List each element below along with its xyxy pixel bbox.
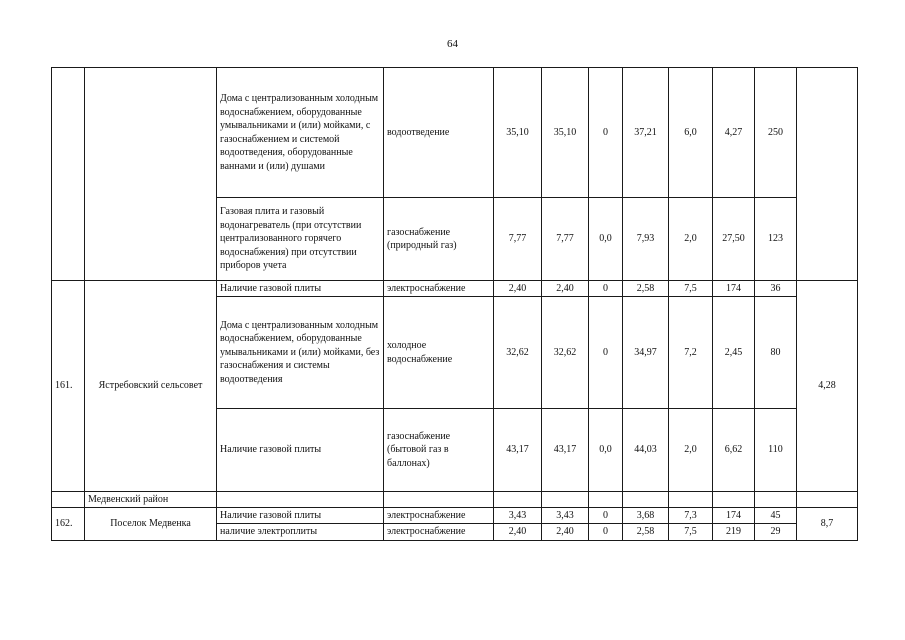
value-cell: 110 <box>755 409 797 492</box>
description-cell: Наличие газовой плиты <box>217 508 384 524</box>
service-cell: электроснабжение <box>384 281 494 297</box>
value-cell: 2,58 <box>623 281 669 297</box>
value-cell: 3,43 <box>494 508 542 524</box>
value-cell <box>669 492 713 508</box>
value-cell: 7,5 <box>669 281 713 297</box>
value-cell: 37,21 <box>623 68 669 198</box>
value-cell: 250 <box>755 68 797 198</box>
district-name: Медвенский район <box>85 492 217 508</box>
table-row <box>52 68 858 198</box>
value-cell: 0 <box>589 524 623 541</box>
value-cell: 2,58 <box>623 524 669 541</box>
entry-number: 161. <box>52 281 85 492</box>
service-cell: водоотведение <box>384 68 494 198</box>
value-cell <box>542 492 589 508</box>
value-cell: 32,62 <box>494 297 542 409</box>
service-cell: газоснабжение (бытовой газ в баллонах) <box>384 409 494 492</box>
value-cell: 3,43 <box>542 508 589 524</box>
total-cell <box>797 492 858 508</box>
value-cell: 7,5 <box>669 524 713 541</box>
value-cell: 0 <box>589 508 623 524</box>
table-row <box>52 508 858 524</box>
description-cell: Наличие газовой плиты <box>217 409 384 492</box>
value-cell: 174 <box>713 281 755 297</box>
value-cell <box>755 492 797 508</box>
value-cell: 219 <box>713 524 755 541</box>
description-cell: наличие электроплиты <box>217 524 384 541</box>
value-cell <box>623 492 669 508</box>
total-cell: 4,28 <box>797 281 858 492</box>
service-cell: холодное водоснабжение <box>384 297 494 409</box>
value-cell: 0,0 <box>589 409 623 492</box>
value-cell: 0,0 <box>589 198 623 281</box>
service-cell: газоснабжение (природный газ) <box>384 198 494 281</box>
value-cell: 43,17 <box>494 409 542 492</box>
value-cell: 6,62 <box>713 409 755 492</box>
value-cell: 7,77 <box>494 198 542 281</box>
value-cell: 0 <box>589 68 623 198</box>
value-cell: 7,93 <box>623 198 669 281</box>
location-cell <box>85 68 217 281</box>
number-cell <box>52 68 85 281</box>
value-cell: 7,2 <box>669 297 713 409</box>
value-cell: 2,40 <box>494 281 542 297</box>
value-cell: 7,3 <box>669 508 713 524</box>
value-cell: 35,10 <box>542 68 589 198</box>
value-cell: 3,68 <box>623 508 669 524</box>
value-cell: 0 <box>589 281 623 297</box>
value-cell <box>713 492 755 508</box>
value-cell: 2,0 <box>669 198 713 281</box>
value-cell: 2,45 <box>713 297 755 409</box>
entry-number: 162. <box>52 508 85 541</box>
total-cell: 8,7 <box>797 508 858 541</box>
service-cell: электроснабжение <box>384 508 494 524</box>
value-cell: 80 <box>755 297 797 409</box>
settlement-name: Поселок Медвенка <box>85 508 217 541</box>
total-cell <box>797 68 858 281</box>
value-cell <box>494 492 542 508</box>
description-cell: Наличие газовой плиты <box>217 281 384 297</box>
norms-table <box>51 67 858 541</box>
description-cell: Дома с централизованным холодным водоснабжением, оборудованные умывальниками и (или) мойками, с газоснабжением и системой водоотведения, оборудованные ваннами и (или) душами <box>217 68 384 198</box>
value-cell: 43,17 <box>542 409 589 492</box>
value-cell: 45 <box>755 508 797 524</box>
table-row <box>52 281 858 297</box>
value-cell: 123 <box>755 198 797 281</box>
value-cell: 44,03 <box>623 409 669 492</box>
value-cell: 2,40 <box>494 524 542 541</box>
value-cell <box>589 492 623 508</box>
description-cell: Дома с централизованным холодным водоснабжением, оборудованные умывальниками и (или) мойками, без газоснабжения и системы водоотведения <box>217 297 384 409</box>
service-cell <box>384 492 494 508</box>
value-cell: 0 <box>589 297 623 409</box>
description-cell: Газовая плита и газовый водонагреватель (при отсутствии централизованного горячего водоснабжения) при отсутствии приборов учета <box>217 198 384 281</box>
value-cell: 35,10 <box>494 68 542 198</box>
value-cell: 4,27 <box>713 68 755 198</box>
value-cell: 2,40 <box>542 524 589 541</box>
district-row <box>52 492 858 508</box>
value-cell: 34,97 <box>623 297 669 409</box>
description-cell <box>217 492 384 508</box>
value-cell: 174 <box>713 508 755 524</box>
page-number: 64 <box>447 38 458 50</box>
value-cell: 6,0 <box>669 68 713 198</box>
settlement-name: Ястребовский сельсовет <box>85 281 217 492</box>
value-cell: 36 <box>755 281 797 297</box>
value-cell: 32,62 <box>542 297 589 409</box>
value-cell: 7,77 <box>542 198 589 281</box>
value-cell: 2,0 <box>669 409 713 492</box>
service-cell: электроснабжение <box>384 524 494 541</box>
value-cell: 2,40 <box>542 281 589 297</box>
value-cell: 29 <box>755 524 797 541</box>
number-cell <box>52 492 85 508</box>
value-cell: 27,50 <box>713 198 755 281</box>
